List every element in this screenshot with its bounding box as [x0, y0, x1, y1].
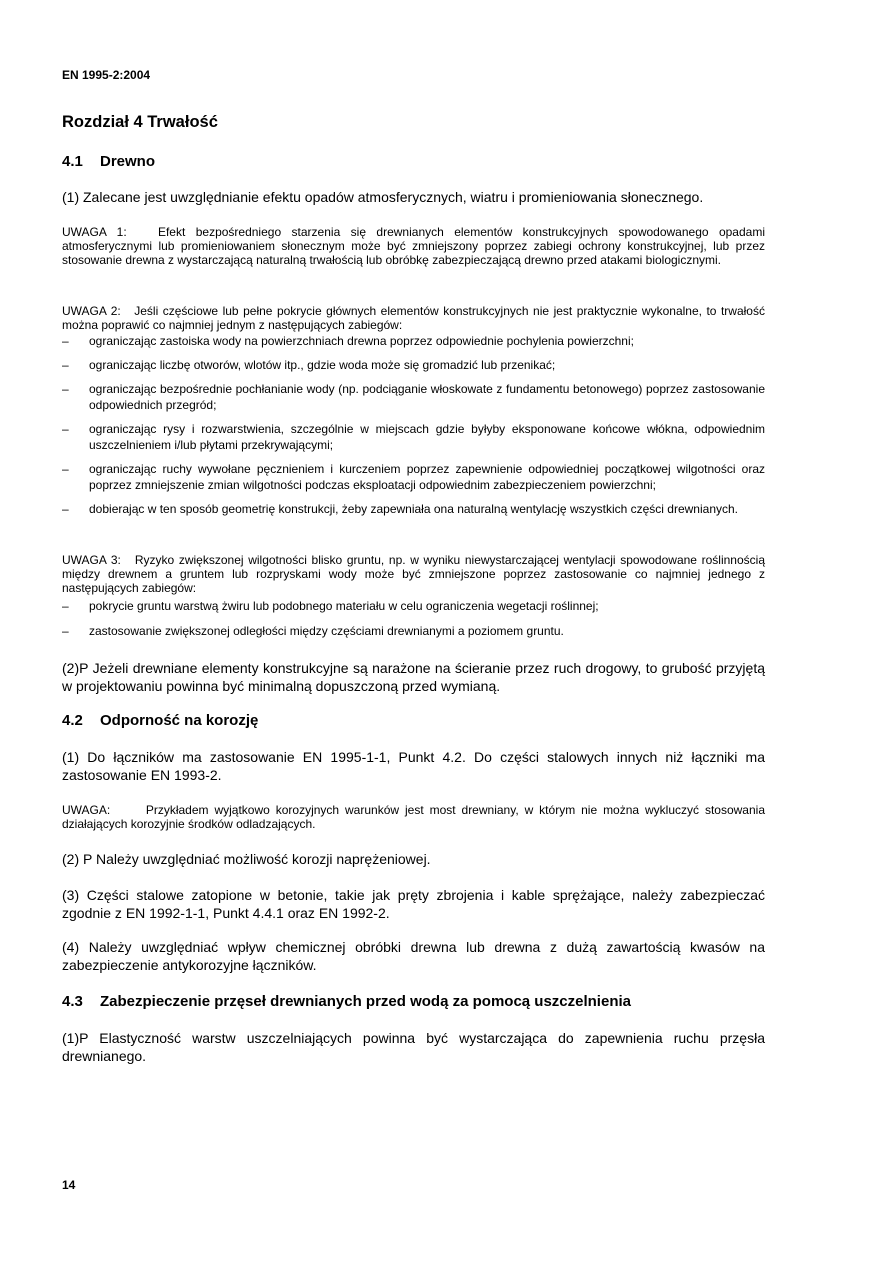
section-number: 4.2	[62, 712, 83, 729]
list-item: – dobierając w ten sposób geometrię konstrukcji, żeby zapewniała ona naturalną wentylację wszystkich części drewnianych.	[62, 502, 738, 516]
section-4-3-heading	[62, 993, 631, 1010]
note-text: Jeśli częściowe lub pełne pokrycie głównych elementów konstrukcyjnych nie jest praktycznie wykonalne, to trwałość można poprawić co najmniej jednym z następujących zabiegów:	[62, 304, 765, 332]
paragraph-4-1-1: (1) Zalecane jest uwzględnianie efektu opadów atmosferycznych, wiatru i promieniowania słonecznego.	[62, 189, 704, 205]
note-label: UWAGA 1:	[62, 225, 127, 239]
section-title: Odporność na korozję	[100, 712, 259, 729]
note-label: UWAGA 3:	[62, 553, 121, 567]
note-text: Ryzyko zwiększonej wilgotności blisko gruntu, np. w wyniku niewystarczającej wentylacji spowodowane roślinnością między drewnem a gruntem lub rozpryskami wody może być zmniejszone poprzez zastosowanie co najmniej jednego z następujących zabiegów:	[62, 553, 765, 595]
section-title: Drewno	[100, 153, 156, 170]
list-item: – ograniczając ruchy wywołane pęcznieniem i kurczeniem poprzez zapewnienie odpowiedniej początkowej wilgotności oraz poprzez zmniejszenie zmian wilgotności podczas eksploatacji odpowiednim zabezpieczeniem powierzchni;	[62, 462, 765, 492]
note-text: Efekt bezpośredniego starzenia się drewnianych elementów konstrukcyjnych spowodowanego opadami atmosferycznymi lub promieniowaniem słonecznym może być zmniejszony poprzez zabiegi ochrony konstrukcyjnej, lub przez stosowanie drewna z wystarczającą naturalną trwałością lub obróbkę zabezpieczającą drewno przed atakami biologicznymi.	[62, 225, 765, 267]
paragraph-4-3-1: (1)P Elastyczność warstw uszczelniających powinna być wystarczająca do zapewnienia ruchu przęsła drewnianego.	[62, 1030, 765, 1064]
section-title: Zabezpieczenie przęseł drewnianych przed wodą za pomocą uszczelnienia	[100, 993, 631, 1010]
page-number: 14	[62, 1178, 76, 1192]
note-label: UWAGA:	[62, 803, 111, 817]
section-number: 4.3	[62, 993, 83, 1010]
note-text: Przykładem wyjątkowo korozyjnych warunków jest most drewniany, w którym nie można wykluczyć stosowania działających korozyjnie środków odladzających.	[62, 803, 765, 831]
note-label: UWAGA 2:	[62, 304, 121, 318]
note-corrosion	[62, 803, 765, 831]
paragraph-4-2-2: (2) P Należy uwzględniać możliwość korozji naprężeniowej.	[62, 851, 431, 867]
standard-header: EN 1995-2:2004	[62, 68, 151, 82]
list-item: – pokrycie gruntu warstwą żwiru lub podobnego materiału w celu ograniczenia wegetacji roślinnej;	[62, 599, 599, 613]
section-number: 4.1	[62, 153, 83, 170]
paragraph-4-2-1: (1) Do łączników ma zastosowanie EN 1995-1-1, Punkt 4.2. Do części stalowych innych niż łączniki ma zastosowanie EN 1993-2.	[62, 749, 765, 783]
note-1	[62, 225, 765, 267]
note-2	[62, 304, 765, 332]
section-4-2-heading	[62, 712, 258, 729]
list-item: – ograniczając rysy i rozwarstwienia, szczególnie w miejscach gdzie byłyby eksponowane końcowe włókna, odpowiednim uszczelnieniem i/lub płytami przekrywającymi;	[62, 422, 765, 452]
paragraph-4-1-2: (2)P Jeżeli drewniane elementy konstrukcyjne są narażone na ścieranie przez ruch drogowy, to grubość przyjętą w projektowaniu powinna być minimalną dopuszczoną przed wymianą.	[62, 660, 765, 694]
section-4-1-heading	[62, 153, 155, 170]
list-item: – ograniczając liczbę otworów, wlotów itp., gdzie woda może się gromadzić lub przenikać;	[62, 358, 556, 372]
paragraph-4-2-4: (4) Należy uwzględniać wpływ chemicznej obróbki drewna lub drewna z dużą zawartością kwasów na zabezpieczenie antykorozyjne łączników.	[62, 939, 765, 973]
chapter-title: Rozdział 4 Trwałość	[62, 113, 218, 131]
list-item: – ograniczając zastoiska wody na powierzchniach drewna poprzez odpowiednie pochylenia powierzchni;	[62, 334, 634, 348]
list-item: – zastosowanie zwiększonej odległości między częściami drewnianymi a poziomem gruntu.	[62, 624, 564, 638]
list-item: – ograniczając bezpośrednie pochłanianie wody (np. podciąganie włoskowate z fundamentu betonowego) poprzez zastosowanie odpowiednich przegród;	[62, 382, 765, 412]
paragraph-4-2-3: (3) Części stalowe zatopione w betonie, takie jak pręty zbrojenia i kable sprężające, należy zabezpieczać zgodnie z EN 1992-1-1, Punkt 4.4.1 oraz EN 1992-2.	[62, 887, 765, 921]
note-3	[62, 553, 765, 595]
